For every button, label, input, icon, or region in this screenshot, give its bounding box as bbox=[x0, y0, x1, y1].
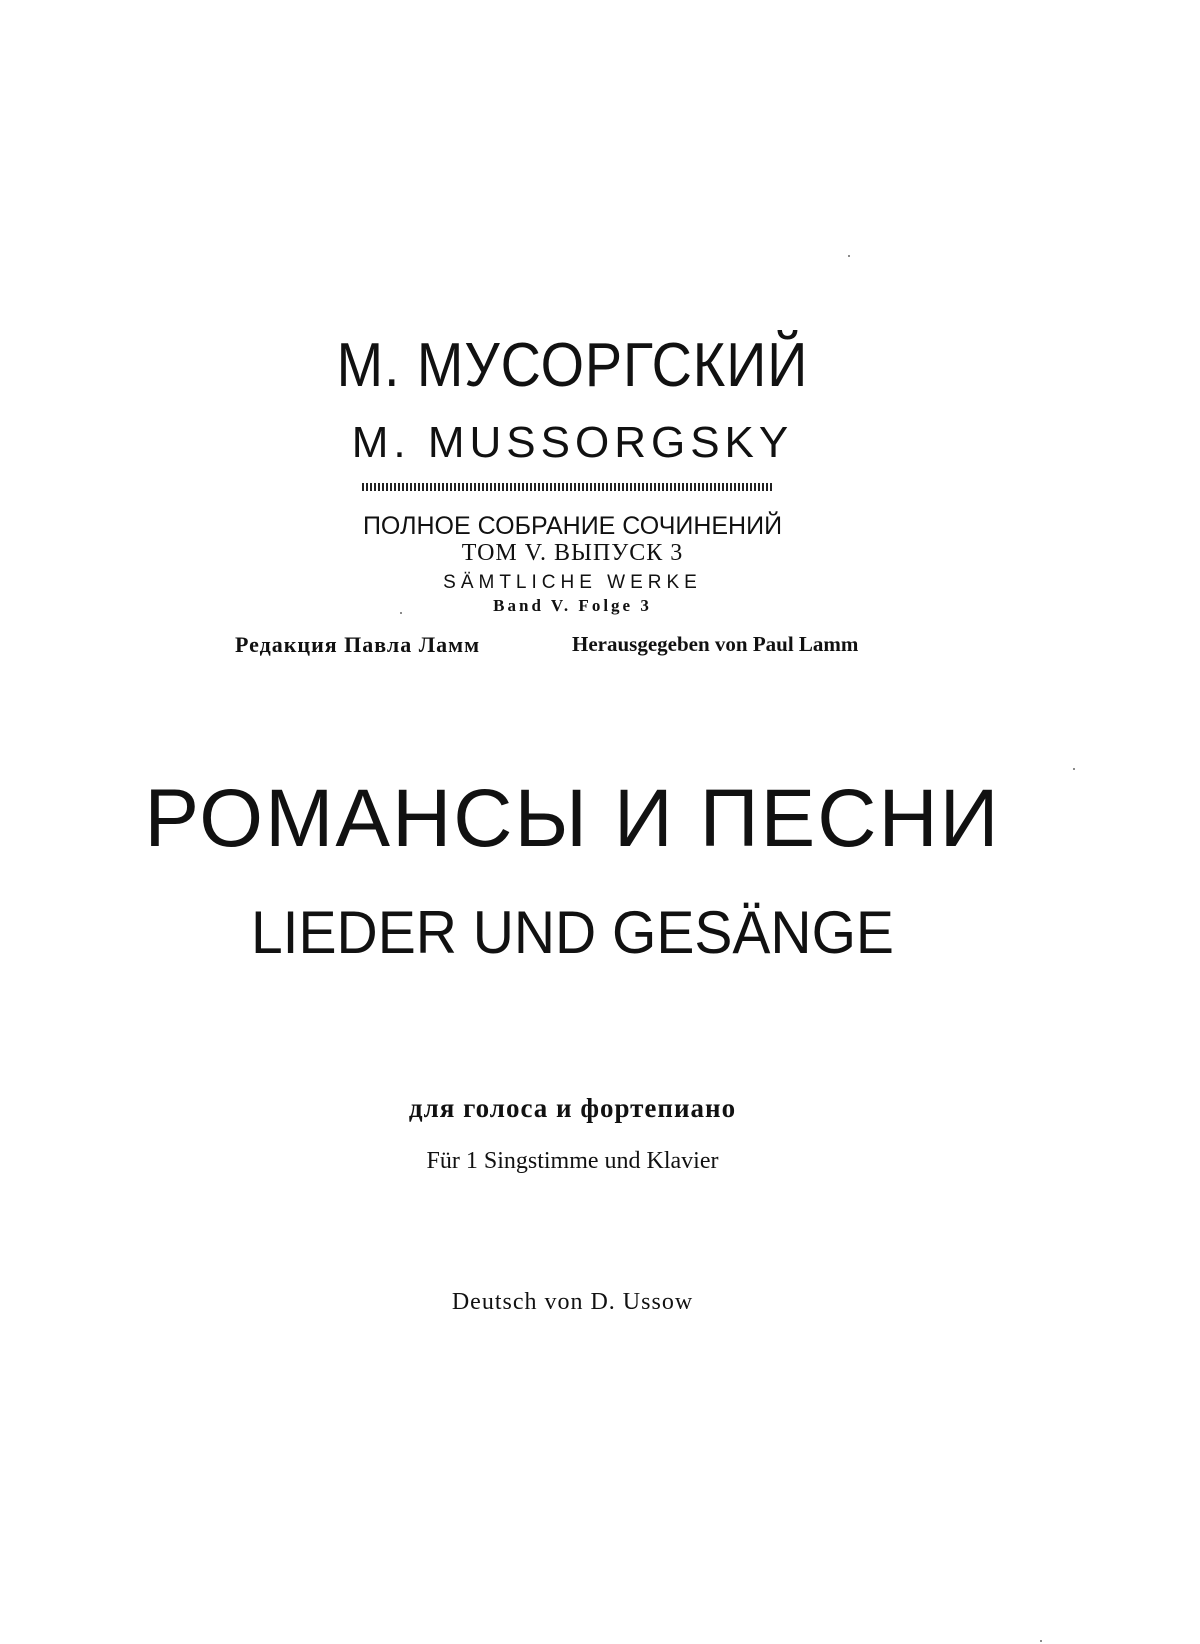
editor-credit-german: Herausgegeben von Paul Lamm bbox=[572, 632, 859, 656]
composer-name-latin: M. MUSSORGSKY bbox=[351, 418, 794, 467]
work-title-russian: РОМАНСЫ И ПЕСНИ bbox=[144, 773, 1001, 864]
instrumentation-german: Für 1 Singstimme und Klavier bbox=[426, 1148, 719, 1174]
paper-speck bbox=[1040, 1640, 1042, 1642]
volume-german: Band V. Folge 3 bbox=[493, 596, 652, 615]
decorative-rule bbox=[362, 483, 772, 491]
collection-title-german: SÄMTLICHE WERKE bbox=[443, 572, 702, 593]
translator-credit: Deutsch von D. Ussow bbox=[451, 1289, 694, 1315]
paper-speck bbox=[400, 612, 402, 614]
paper-speck bbox=[1073, 768, 1075, 770]
editor-credit-russian: Редакция Павла Ламм bbox=[235, 632, 481, 657]
composer-name-russian: М. МУСОРГСКИЙ bbox=[336, 331, 809, 400]
paper-speck bbox=[848, 255, 850, 257]
work-title-german: LIEDER UND GESÄNGE bbox=[250, 899, 894, 966]
collection-title-russian: ПОЛНОЕ СОБРАНИЕ СОЧИНЕНИЙ bbox=[362, 512, 783, 540]
instrumentation-russian: для голоса и фортепиано bbox=[408, 1093, 737, 1123]
volume-russian: ТОМ V. ВЫПУСК 3 bbox=[461, 540, 684, 566]
